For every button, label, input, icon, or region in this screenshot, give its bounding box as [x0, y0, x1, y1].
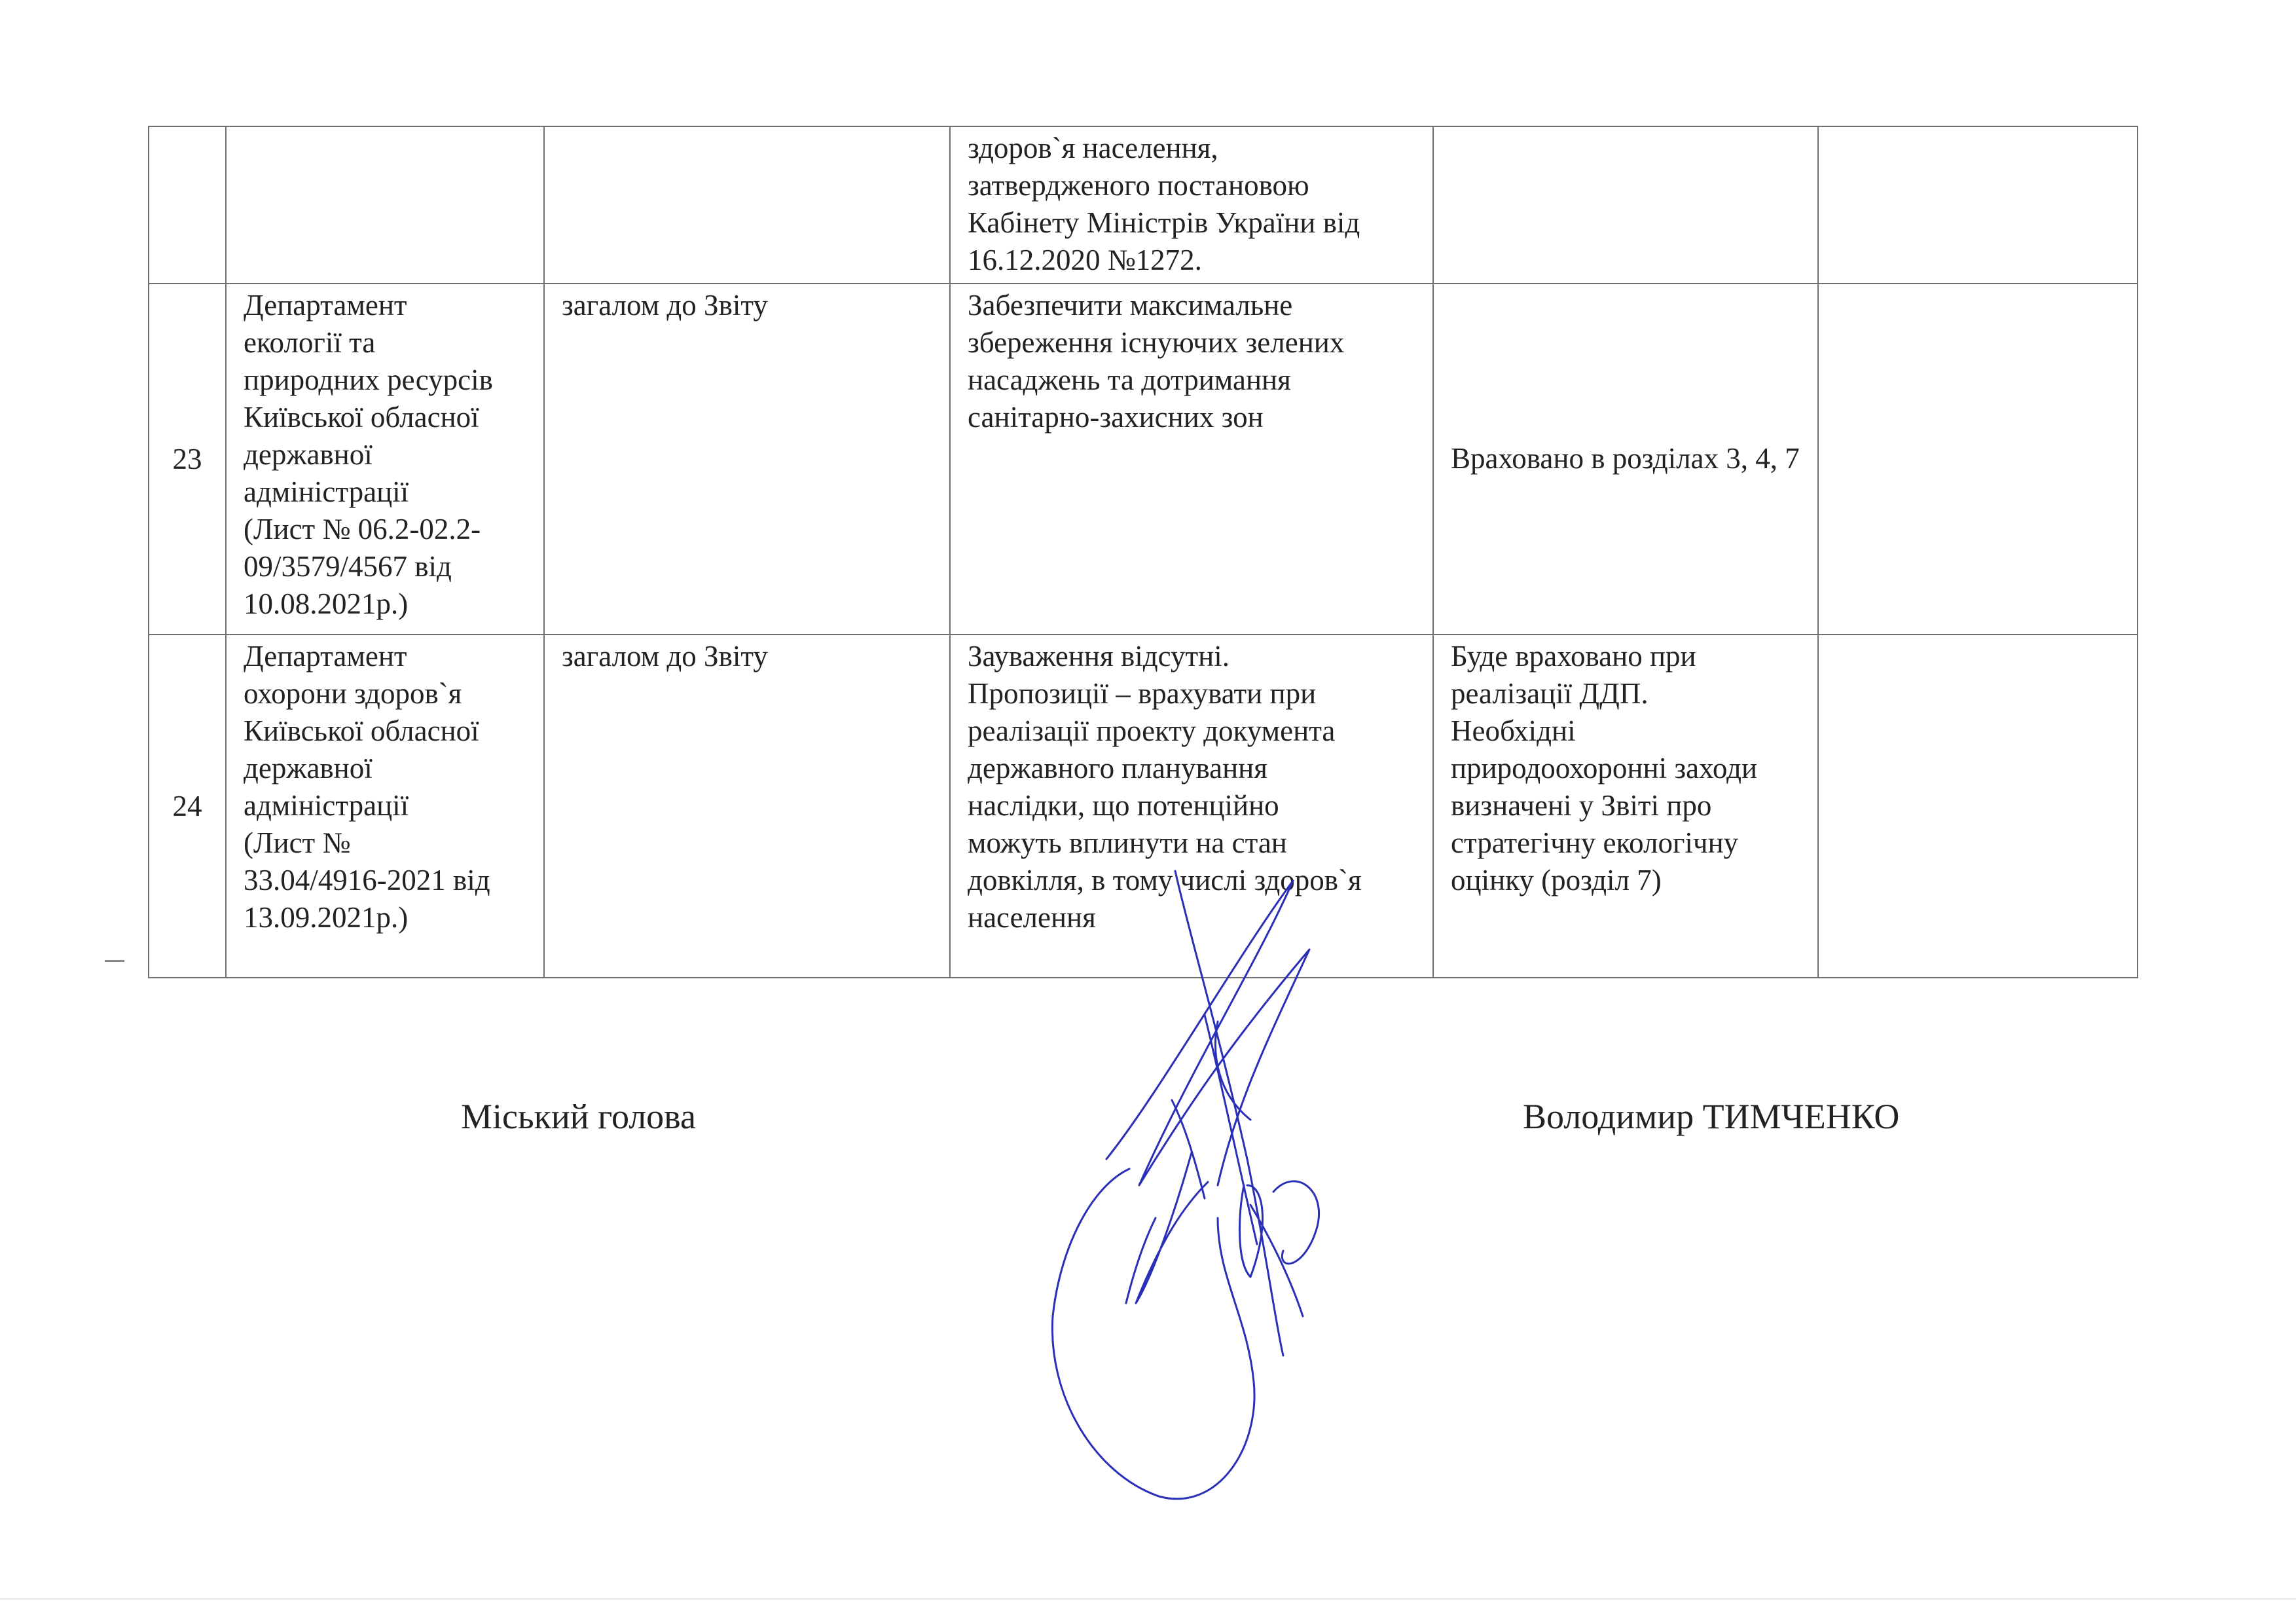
- organization-line: (Лист № 06.2-02.2-: [244, 513, 481, 545]
- proposal-line: Зауваження відсутні.: [968, 640, 1230, 673]
- result-line: природоохоронні заходи: [1451, 752, 1758, 784]
- note-cell: [1818, 635, 2138, 978]
- result-line: визначені у Звіті про: [1451, 789, 1712, 822]
- section-cell: загалом до Звіту: [544, 635, 950, 978]
- proposal-line: 16.12.2020 №1272.: [968, 244, 1202, 276]
- result-cell: Враховано в розділах 3, 4, 7: [1433, 284, 1818, 635]
- organization-line: Департамент: [244, 640, 407, 673]
- result-cell: [1433, 126, 1818, 284]
- section-cell: [544, 126, 950, 284]
- proposal-line: довкілля, в тому числі здоров`я: [968, 864, 1362, 896]
- section-cell: загалом до Звіту: [544, 284, 950, 635]
- organization-cell: [226, 635, 544, 978]
- organization-line: державної: [244, 438, 373, 471]
- signer-name: Володимир ТИМЧЕНКО: [1523, 1097, 1900, 1136]
- proposal-line: здоров`я населення,: [968, 132, 1218, 164]
- proposal-line: збереження існуючих зелених: [968, 326, 1345, 359]
- result-line: реалізації ДДП.: [1451, 677, 1649, 710]
- proposal-cell: [950, 284, 1433, 635]
- scan-edge-line: [0, 1598, 2296, 1600]
- result-line: оцінку (розділ 7): [1451, 864, 1662, 896]
- proposal-line: можуть вплинути на стан: [968, 826, 1287, 859]
- result-line: Необхідні: [1451, 714, 1576, 747]
- result-cell: [1433, 635, 1818, 978]
- organization-line: Київської обласної: [244, 401, 479, 434]
- organization-cell: [226, 284, 544, 635]
- proposal-line: населення: [968, 901, 1096, 934]
- organization-line: Департамент: [244, 289, 407, 322]
- organization-line: 10.08.2021р.): [244, 587, 409, 620]
- row-number: 23: [149, 284, 226, 635]
- scan-fold-mark: [105, 960, 124, 962]
- organization-line: (Лист №: [244, 826, 351, 859]
- organization-cell: [226, 126, 544, 284]
- organization-line: державної: [244, 752, 373, 784]
- organization-line: адміністрації: [244, 475, 409, 508]
- note-cell: [1818, 126, 2138, 284]
- proposal-line: Кабінету Міністрів України від: [968, 206, 1360, 239]
- handwritten-signature: [1021, 819, 1427, 1506]
- organization-line: охорони здоров`я: [244, 677, 462, 710]
- row-number: 24: [149, 635, 226, 978]
- organization-line: адміністрації: [244, 789, 409, 822]
- proposal-line: наслідки, що потенційно: [968, 789, 1279, 822]
- organization-line: 09/3579/4567 від: [244, 550, 452, 583]
- organization-line: екології та: [244, 326, 376, 359]
- table-row: [149, 126, 2138, 284]
- proposal-line: державного планування: [968, 752, 1267, 784]
- proposal-line: насаджень та дотримання: [968, 363, 1291, 396]
- proposal-cell: [950, 126, 1433, 284]
- table-row: [149, 284, 2138, 635]
- organization-line: 33.04/4916-2021 від: [244, 864, 490, 896]
- organization-line: Київської обласної: [244, 714, 479, 747]
- result-line: стратегічну екологічну: [1451, 826, 1739, 859]
- organization-line: 13.09.2021р.): [244, 901, 409, 934]
- organization-line: природних ресурсів: [244, 363, 493, 396]
- row-number: [149, 126, 226, 284]
- proposal-line: реалізації проекту документа: [968, 714, 1336, 747]
- note-cell: [1818, 284, 2138, 635]
- proposal-line: санітарно-захисних зон: [968, 401, 1264, 434]
- proposal-line: Забезпечити максимальне: [968, 289, 1293, 322]
- signer-position: Міський голова: [461, 1097, 696, 1136]
- proposal-line: Пропозиції – врахувати при: [968, 677, 1317, 710]
- result-line: Буде враховано при: [1451, 640, 1696, 673]
- proposal-line: затвердженого постановою: [968, 169, 1309, 202]
